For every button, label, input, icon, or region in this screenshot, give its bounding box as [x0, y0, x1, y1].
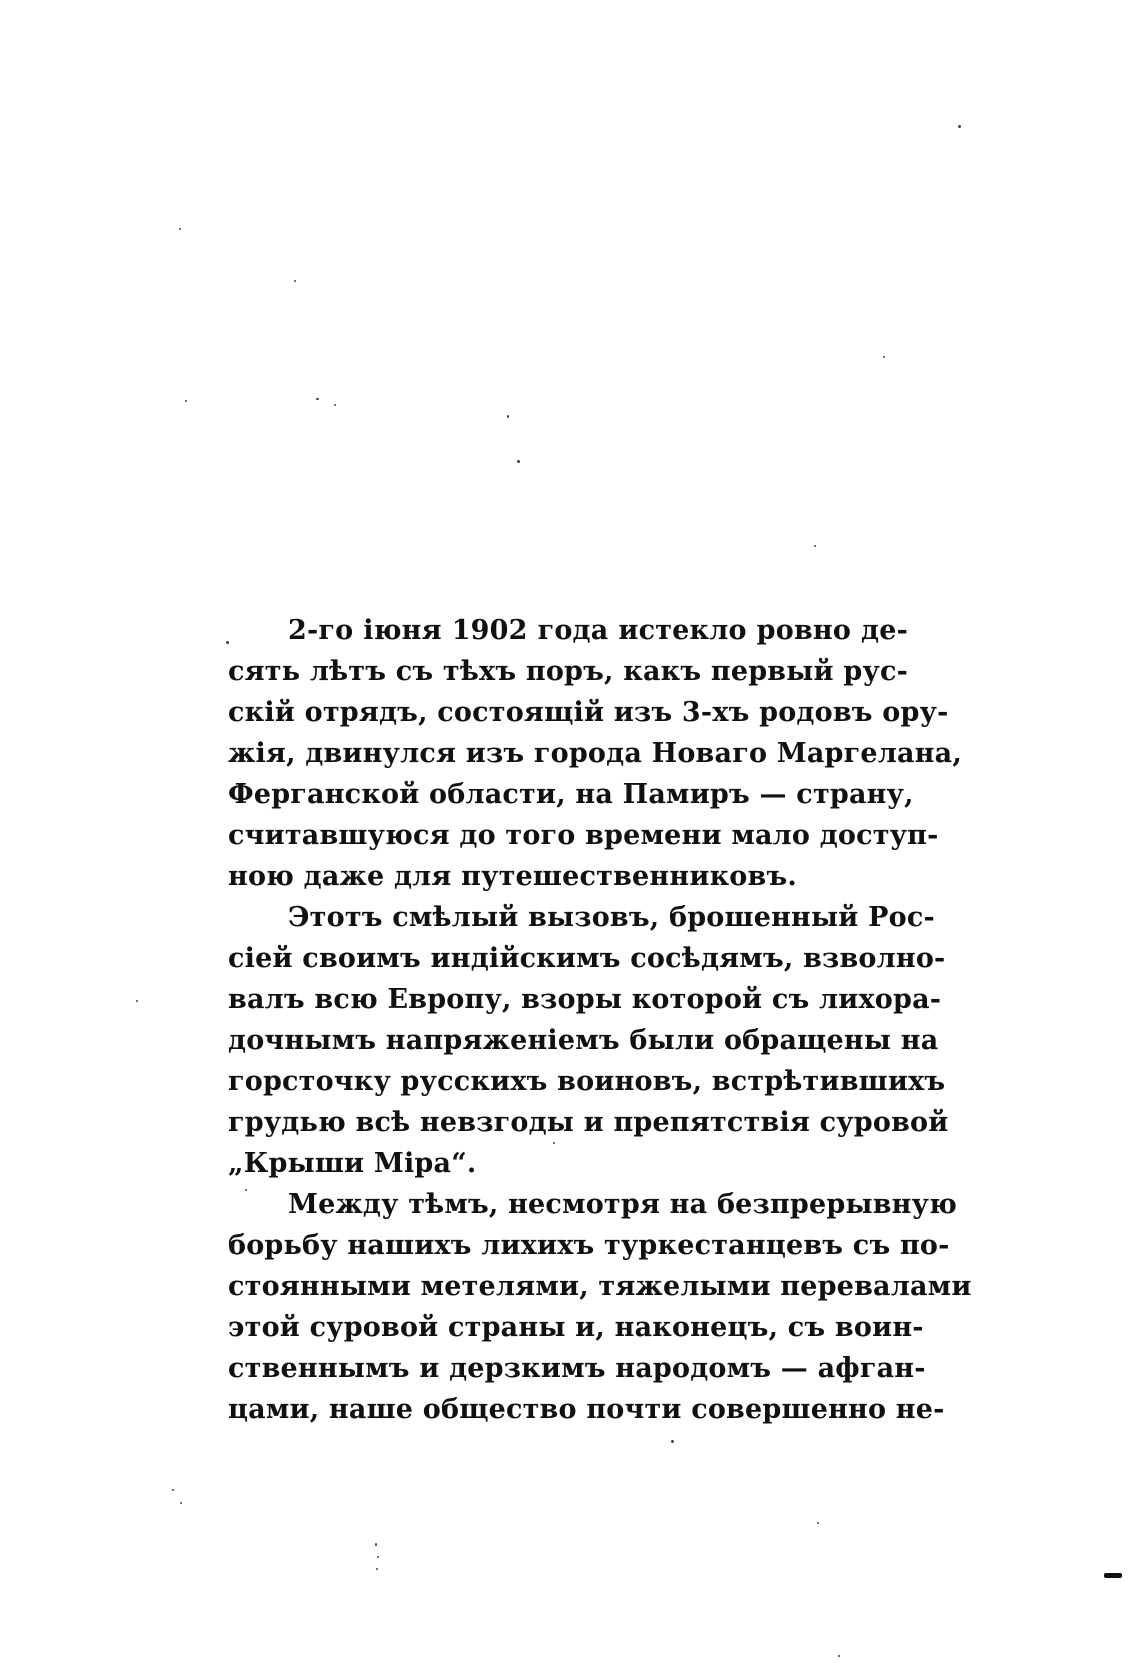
text-line: цами, наше общество почти совершенно не-	[228, 1394, 945, 1425]
scan-speck	[185, 400, 187, 402]
scan-speck	[376, 1568, 378, 1570]
text-line: валъ всю Европу, взоры которой съ лихора-	[228, 984, 942, 1015]
text-line: борьбу нашихъ лихихъ туркестанцевъ съ по-	[228, 1230, 950, 1261]
text-line: Ферганской области, на Памиръ — страну,	[228, 779, 914, 810]
scan-speck	[517, 460, 520, 463]
text-line: стоянными метелями, тяжелыми перевалами	[228, 1271, 972, 1302]
text-line: дочнымъ напряженіемъ были обращены на	[228, 1025, 939, 1056]
scan-speck	[671, 1440, 674, 1443]
scan-speck	[838, 1655, 840, 1657]
text-line: ною даже для путешественниковъ.	[228, 861, 797, 892]
scan-speck	[958, 125, 961, 128]
text-line: жія, двинулся изъ города Новаго Маргелана,	[228, 738, 962, 769]
text-line: скій отрядъ, состоящій изъ 3-хъ родовъ ору-	[228, 697, 949, 728]
scan-speck	[316, 398, 319, 400]
text-line: грудью всѣ невзгоды и препятствія суровой	[228, 1107, 949, 1138]
text-line: Между тѣмъ, несмотря на безпрерывную	[288, 1189, 958, 1220]
scan-speck	[507, 415, 509, 418]
text-line: горсточку русскихъ воиновъ, встрѣтившихъ	[228, 1066, 946, 1097]
scan-speck	[377, 1556, 379, 1558]
scan-speck	[334, 404, 336, 406]
scan-edge-mark	[1104, 1573, 1122, 1578]
scan-speck	[375, 1543, 377, 1546]
scan-speck	[883, 356, 885, 358]
text-line: сять лѣтъ съ тѣхъ поръ, какъ первый рус-	[228, 656, 908, 687]
scan-speck	[180, 1502, 182, 1504]
text-line: 2-го іюня 1902 года истекло ровно де-	[288, 615, 908, 646]
scan-speck	[817, 1522, 819, 1524]
scan-speck	[179, 228, 181, 230]
text-line: сіей своимъ индійскимъ сосѣдямъ, взволно-	[228, 943, 946, 974]
text-line: Этотъ смѣлый вызовъ, брошенный Рос-	[288, 902, 935, 933]
text-line: этой суровой страны и, наконецъ, съ воин-	[228, 1312, 924, 1343]
paragraph	[228, 610, 962, 897]
text-line: считавшуюся до того времени мало доступ-	[228, 820, 939, 851]
scan-speck	[814, 545, 816, 547]
scan-speck	[294, 280, 296, 282]
scan-speck	[172, 1489, 174, 1491]
scan-speck	[136, 1000, 138, 1002]
paragraph	[228, 1184, 972, 1430]
body-text	[228, 610, 972, 1430]
paragraph	[228, 897, 949, 1184]
text-line: ственнымъ и дерзкимъ народомъ — афган-	[228, 1353, 926, 1384]
text-line: „Крыши Міра“.	[228, 1148, 477, 1179]
